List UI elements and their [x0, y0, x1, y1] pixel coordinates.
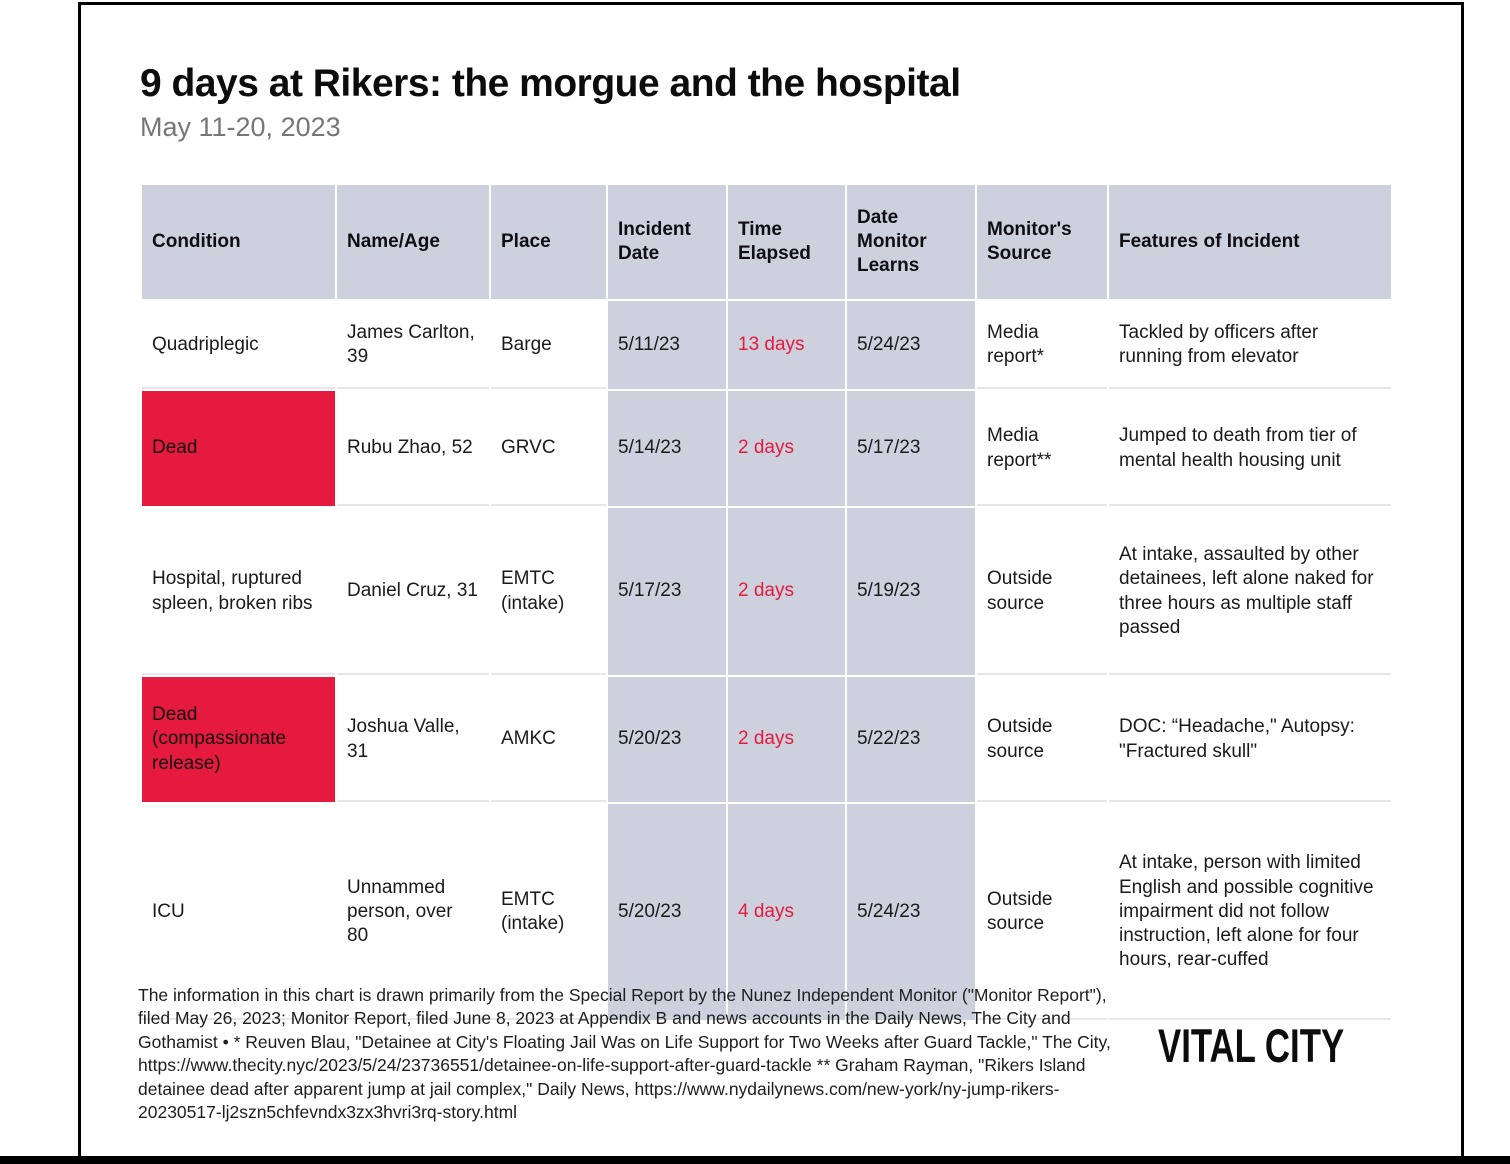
column-header-monitors-source: Monitor's Source	[977, 185, 1107, 299]
column-header-time-elapsed: Time Elapsed	[728, 185, 845, 299]
cell-time-elapsed: 2 days	[728, 391, 845, 506]
column-header-place: Place	[491, 185, 606, 299]
cell-condition: Hospital, ruptured spleen, broken ribs	[142, 508, 335, 675]
cell-place: GRVC	[491, 391, 606, 506]
table-row	[142, 391, 1391, 506]
vital-city-logo: VITAL CITY	[1158, 1019, 1345, 1072]
column-header-date-monitor-learns: Date Monitor Learns	[847, 185, 975, 299]
cell-name-age: Daniel Cruz, 31	[337, 508, 489, 675]
cell-incident-date: 5/17/23	[608, 508, 726, 675]
cell-place: EMTC (intake)	[491, 508, 606, 675]
cell-time-elapsed: 2 days	[728, 508, 845, 675]
cell-name-age: Unnammed person, over 80	[337, 804, 489, 1020]
cell-place: AMKC	[491, 677, 606, 802]
column-header-condition: Condition	[142, 185, 335, 299]
cell-date-monitor-learns: 5/24/23	[847, 301, 975, 389]
cell-date-monitor-learns: 5/24/23	[847, 804, 975, 1020]
cell-condition-highlighted: Dead (compassionate release)	[142, 677, 335, 802]
cell-features: DOC: “Headache," Autopsy: "Fractured skull"	[1109, 677, 1391, 802]
column-header-name-age: Name/Age	[337, 185, 489, 299]
incidents-table	[140, 183, 1393, 1022]
bottom-black-bar	[0, 1156, 1510, 1164]
table-header-row	[142, 185, 1391, 299]
cell-incident-date: 5/20/23	[608, 677, 726, 802]
cell-condition-highlighted: Dead	[142, 391, 335, 506]
cell-incident-date: 5/14/23	[608, 391, 726, 506]
table-row	[142, 508, 1391, 675]
cell-features: Tackled by officers after running from elevator	[1109, 301, 1391, 389]
cell-date-monitor-learns: 5/22/23	[847, 677, 975, 802]
cell-time-elapsed: 4 days	[728, 804, 845, 1020]
cell-monitors-source: Outside source	[977, 804, 1107, 1020]
cell-features: At intake, assaulted by other detainees, left alone naked for three hours as multiple staff passed	[1109, 508, 1391, 675]
cell-incident-date: 5/20/23	[608, 804, 726, 1020]
cell-incident-date: 5/11/23	[608, 301, 726, 389]
cell-condition: ICU	[142, 804, 335, 1020]
cell-monitors-source: Media report**	[977, 391, 1107, 506]
cell-monitors-source: Media report*	[977, 301, 1107, 389]
cell-name-age: Joshua Valle, 31	[337, 677, 489, 802]
cell-place: Barge	[491, 301, 606, 389]
date-range-subtitle: May 11-20, 2023	[140, 112, 341, 142]
cell-place: EMTC (intake)	[491, 804, 606, 1020]
table-row	[142, 301, 1391, 389]
page-title: 9 days at Rikers: the morgue and the hospital	[140, 62, 961, 105]
cell-features: Jumped to death from tier of mental health housing unit	[1109, 391, 1391, 506]
cell-date-monitor-learns: 5/19/23	[847, 508, 975, 675]
cell-monitors-source: Outside source	[977, 508, 1107, 675]
cell-time-elapsed: 13 days	[728, 301, 845, 389]
source-footnote: The information in this chart is drawn primarily from the Special Report by the Nunez Independent Monitor ("Monitor Report"), filed May 26, 2023; Monitor Report, filed June 8, 2023 at Appendix B and news accounts in the Daily News, The City and Gothamist • * Reuven Blau, "Detainee at City's Floating Jail Was on Life Support for Two Weeks after Guard Tackle," The City, https://www.thecity.nyc/2023/5/24/23736551/detainee-on-life-support-after-guard-tackle ** Graham Rayman, "Rikers Island detainee dead after apparent jump at jail complex," Daily News, https://www.nydailynews.com/new-york/ny-jump-rikers-20230517-lj2szn5chfevndx3zx3hvri3rq-story.html	[138, 985, 1111, 1123]
cell-time-elapsed: 2 days	[728, 677, 845, 802]
cell-name-age: Rubu Zhao, 52	[337, 391, 489, 506]
cell-monitors-source: Outside source	[977, 677, 1107, 802]
cell-name-age: James Carlton, 39	[337, 301, 489, 389]
cell-condition: Quadriplegic	[142, 301, 335, 389]
cell-date-monitor-learns: 5/17/23	[847, 391, 975, 506]
column-header-incident-date: Incident Date	[608, 185, 726, 299]
cell-features: At intake, person with limited English and possible cognitive impairment did not follow instruction, left alone for four hours, rear-cuffed	[1109, 804, 1391, 1020]
table-row	[142, 677, 1391, 802]
column-header-features: Features of Incident	[1109, 185, 1391, 299]
